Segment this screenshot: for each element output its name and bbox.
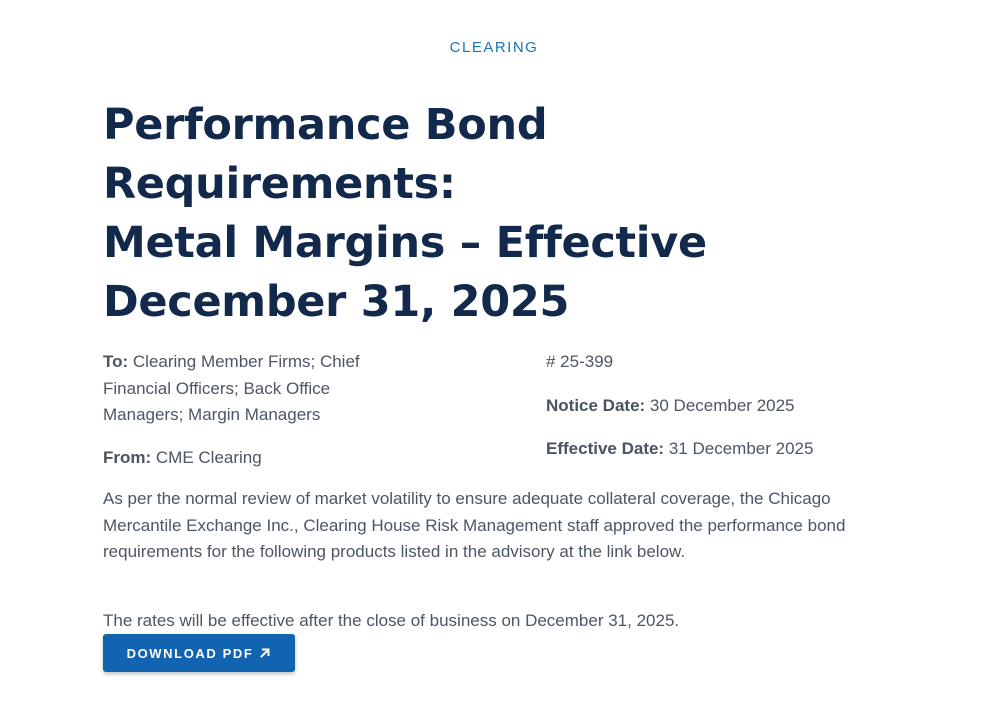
title-line-1: Performance Bond Requirements: (103, 100, 548, 209)
effective-date-value: 31 December 2025 (668, 439, 814, 458)
notice-number: # 25-399 (546, 352, 614, 371)
to-label: To: (103, 352, 129, 371)
from-line (103, 445, 408, 472)
body-paragraph-2: The rates will be effective after the close of business on December 31, 2025. (103, 611, 680, 630)
download-pdf-label: DOWNLOAD PDF (126, 645, 254, 661)
effective-date-label: Effective Date: (546, 439, 665, 458)
category-link[interactable]: CLEARING (449, 39, 539, 56)
notice-date-line (546, 393, 886, 420)
notice-details (546, 349, 886, 480)
title-line-3: December 31, 2025 (103, 277, 570, 327)
download-pdf-button[interactable] (103, 634, 295, 672)
to-line (103, 349, 408, 429)
effective-date-line (546, 436, 886, 463)
page-title (103, 96, 883, 332)
notice-date-value: 30 December 2025 (649, 395, 795, 415)
from-value: CME Clearing (155, 447, 262, 467)
body-paragraph-1: As per the normal review of market volatility to ensure adequate collateral coverage, the Chicago Mercantile Exchange Inc., Clearing House Risk Management staff approved the performance bond requirements for the following products listed in the advisory at the link below. (103, 489, 846, 561)
to-value: Clearing Member Firms; Chief Financial Officers; Back Office Managers; Margin Managers (103, 352, 360, 424)
from-label: From: (103, 447, 152, 467)
arrow-up-right-icon (259, 647, 271, 659)
title-line-2: Metal Margins – Effective (103, 218, 707, 268)
notice-date-label: Notice Date: (546, 395, 646, 415)
notice-recipients (103, 349, 408, 487)
